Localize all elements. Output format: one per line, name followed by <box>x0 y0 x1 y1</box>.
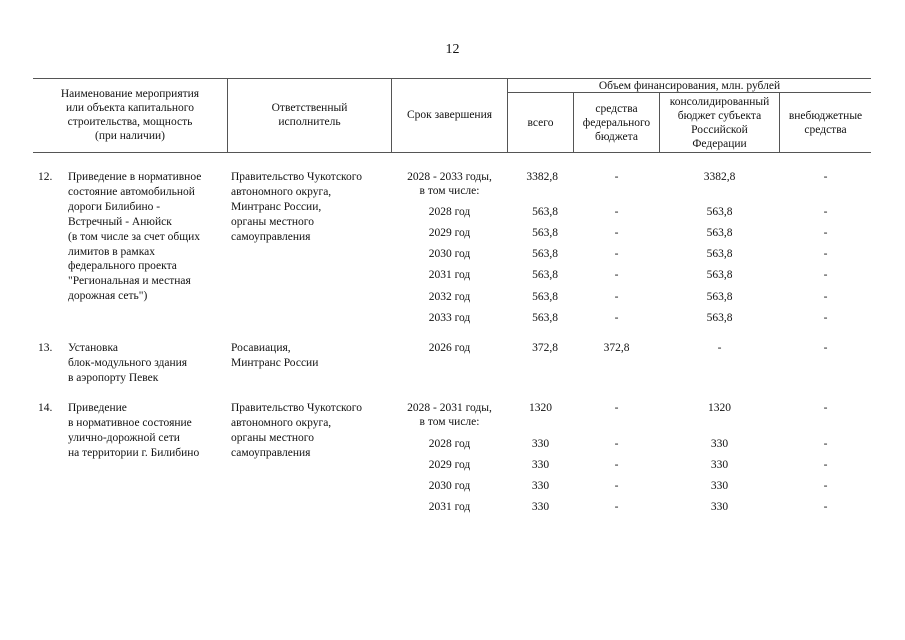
header-name-line: (при наличии) <box>95 130 165 142</box>
row-number: 13. <box>38 342 53 354</box>
federal-value: - <box>614 227 619 239</box>
federal-value: - <box>614 438 619 450</box>
header-executor-line: исполнитель <box>278 116 341 128</box>
header-name-line: или объекта капитального <box>66 102 194 114</box>
row-name-line: лимитов в рамках <box>68 245 155 258</box>
period-cell <box>392 170 507 198</box>
header-federal-cell <box>574 93 659 152</box>
consolidated-value: - <box>717 342 722 354</box>
period-cell: 2031 год <box>428 269 471 281</box>
row-name <box>68 341 187 386</box>
total-value: 330 <box>531 501 550 513</box>
row-executor-line: самоуправления <box>231 446 311 459</box>
consolidated-value: 563,8 <box>706 291 733 303</box>
row-name-line: дорожная сеть") <box>68 290 148 303</box>
consolidated-value: 330 <box>710 501 729 513</box>
period-cell: 2032 год <box>428 291 471 303</box>
consolidated-value: 563,8 <box>706 227 733 239</box>
consolidated-value: 563,8 <box>706 248 733 260</box>
period-cell: 2033 год <box>428 312 471 324</box>
header-federal-line: средства <box>595 102 638 115</box>
federal-value: - <box>614 402 619 414</box>
header-federal-line: федерального <box>582 116 651 129</box>
federal-value: - <box>614 248 619 260</box>
offbudget-value: - <box>823 480 828 492</box>
federal-value: - <box>614 459 619 471</box>
offbudget-value: - <box>823 312 828 324</box>
federal-value: - <box>614 480 619 492</box>
row-executor-line: Росавиация, <box>231 342 291 354</box>
row-name-line: Приведение в нормативное <box>68 171 202 183</box>
header-offbudget-line: внебюджетные <box>788 109 863 122</box>
consolidated-value: 330 <box>710 480 729 492</box>
total-value: 1320 <box>529 402 552 414</box>
header-name-cell <box>33 78 227 152</box>
federal-value: 372,8 <box>603 342 630 354</box>
federal-value: - <box>614 291 619 303</box>
row-name <box>68 170 201 304</box>
row-name-line: состояние автомобильной <box>68 185 195 198</box>
header-name-line: Наименование мероприятия <box>60 88 200 100</box>
row-executor-line: автономного округа, <box>231 185 332 198</box>
row-name-line: дороги Билибино - <box>68 200 161 213</box>
row-name-line: в нормативное состояние <box>68 416 192 429</box>
offbudget-value: - <box>823 171 828 183</box>
period-cell <box>392 401 507 429</box>
offbudget-value: - <box>823 342 828 354</box>
period-cell: 2028 год <box>428 206 471 218</box>
header-name-line: строительства, мощность <box>67 116 193 128</box>
period-cell: 2030 год <box>428 480 471 492</box>
consolidated-value: 330 <box>710 459 729 471</box>
row-number: 12. <box>38 171 53 183</box>
row-executor <box>231 170 362 245</box>
consolidated-value: 3382,8 <box>703 171 736 183</box>
row-executor-line: Правительство Чукотского <box>231 402 362 414</box>
header-executor-cell <box>228 78 391 152</box>
federal-value: - <box>614 171 619 183</box>
period-line: 2028 - 2031 годы, <box>407 402 492 414</box>
row-name-line: Приведение <box>68 402 127 414</box>
header-consolidated-line: Российской <box>691 123 748 136</box>
header-total: всего <box>527 116 554 129</box>
period-cell: 2028 год <box>428 438 471 450</box>
row-executor-line: Минтранс России <box>231 356 319 369</box>
header-consolidated-line: Федерации <box>692 137 747 150</box>
period-line: в том числе: <box>419 416 480 428</box>
period-cell: 2030 год <box>428 248 471 260</box>
row-executor-line: органы местного <box>231 215 314 228</box>
offbudget-value: - <box>823 438 828 450</box>
federal-value: - <box>614 312 619 324</box>
federal-value: - <box>614 206 619 218</box>
total-value: 3382,8 <box>526 171 558 183</box>
total-value: 330 <box>531 438 550 450</box>
total-value: 372,8 <box>532 342 558 354</box>
total-value: 330 <box>531 459 550 471</box>
consolidated-value: 563,8 <box>706 269 733 281</box>
consolidated-value: 563,8 <box>706 206 733 218</box>
header-funding-group <box>508 79 871 92</box>
offbudget-value: - <box>823 206 828 218</box>
consolidated-value: 563,8 <box>706 312 733 324</box>
page-number: 12 <box>445 42 460 57</box>
offbudget-value: - <box>823 248 828 260</box>
row-name-line: Встречный - Анюйск <box>68 215 172 228</box>
row-number: 14. <box>38 402 53 414</box>
federal-value: - <box>614 269 619 281</box>
offbudget-value: - <box>823 269 828 281</box>
total-value: 563,8 <box>532 269 558 281</box>
total-value: 563,8 <box>532 248 558 260</box>
row-executor <box>231 401 362 461</box>
federal-value: - <box>614 501 619 513</box>
row-name-line: в аэропорту Певек <box>68 371 159 384</box>
total-value: 563,8 <box>532 206 558 218</box>
header-consolidated-line: бюджет субъекта <box>677 109 762 122</box>
header-offbudget-cell <box>780 93 871 152</box>
row-name-line: улично-дорожной сети <box>68 431 180 444</box>
row-executor-line: автономного округа, <box>231 416 332 429</box>
offbudget-value: - <box>823 227 828 239</box>
header-consolidated-line: консолидированный <box>669 95 770 108</box>
row-executor-line: Минтранс России, <box>231 200 322 213</box>
period-cell: 2026 год <box>428 342 471 354</box>
offbudget-value: - <box>823 459 828 471</box>
row-executor-line: самоуправления <box>231 230 311 243</box>
header-deadline-cell <box>392 78 507 152</box>
header-funding-label: Объем финансирования, млн. рублей <box>598 79 781 92</box>
total-value: 563,8 <box>532 291 558 303</box>
row-name-line: (в том числе за счет общих <box>68 230 200 243</box>
row-executor-line: органы местного <box>231 431 314 444</box>
total-value: 563,8 <box>532 227 558 239</box>
row-name-line: блок-модульного здания <box>68 356 188 369</box>
header-executor-line: Ответственный <box>271 102 348 114</box>
period-cell: 2029 год <box>428 459 471 471</box>
row-executor <box>231 341 318 371</box>
consolidated-value: 1320 <box>708 402 731 414</box>
period-line: 2028 - 2033 годы, <box>407 171 492 183</box>
header-federal-line: бюджета <box>595 130 638 143</box>
row-name-line: на территории г. Билибино <box>68 446 200 459</box>
total-value: 563,8 <box>532 312 558 324</box>
period-cell: 2029 год <box>428 227 471 239</box>
period-line: в том числе: <box>419 185 480 197</box>
offbudget-value: - <box>823 501 828 513</box>
row-name <box>68 401 199 461</box>
header-offbudget-line: средства <box>804 123 847 136</box>
row-name-line: федерального проекта <box>68 260 177 273</box>
header-consolidated-cell <box>660 93 779 152</box>
header-bottom-rule <box>33 152 871 153</box>
total-value: 330 <box>531 480 550 492</box>
offbudget-value: - <box>823 402 828 414</box>
header-deadline: Срок завершения <box>406 109 493 121</box>
period-cell: 2031 год <box>428 501 471 513</box>
row-name-line: "Региональная и местная <box>68 275 191 288</box>
offbudget-value: - <box>823 291 828 303</box>
header-total-cell <box>508 93 573 152</box>
row-name-line: Установка <box>68 342 118 354</box>
consolidated-value: 330 <box>710 438 729 450</box>
row-executor-line: Правительство Чукотского <box>231 171 362 183</box>
